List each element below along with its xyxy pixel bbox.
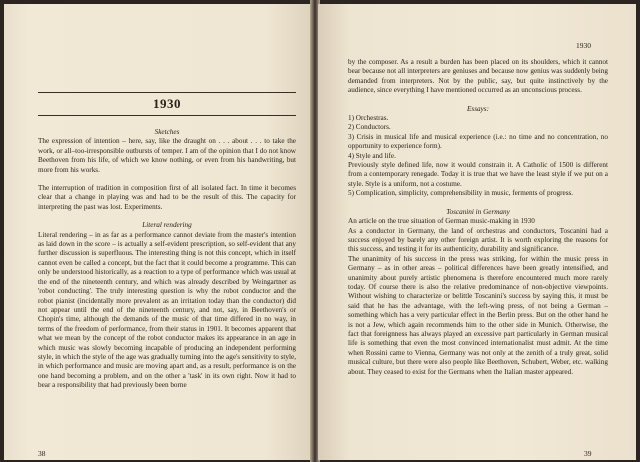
continuation-paragraph: by the composer. As a result a burden has been placed on its shoulders, which it cannot bear because not all interpreters are geniuses and because now genius was suddenly being demanded from interpreters. Not by the public, say, but quite instinctively by the audience, since everything I have mentioned occurred as an unconscious process.	[348, 58, 608, 95]
essay-item: 4) Style and life.	[348, 151, 396, 160]
right-text-column	[348, 58, 608, 377]
essay-item: 1) Orchestras.	[348, 114, 389, 123]
page-number-left: 38	[38, 449, 46, 458]
top-rule	[38, 92, 296, 93]
essay-item: 5) Complication, simplicity, comprehensibility in music, ferments of progress.	[348, 189, 574, 198]
toscanini-paragraph: As a conductor in Germany, the land of orchestras and conductors, Toscanini had a success enjoyed by barely any other foreign artist. It is worth exploring the reasons for this success, and testing it for its authenticity, durability and significance.	[348, 226, 608, 254]
essay-item: 3) Crisis in musical life and musical experience (i.e.: no time and no concentration, no opportunity to experience form).	[348, 132, 608, 151]
right-page	[318, 4, 636, 460]
running-head: 1930	[576, 41, 591, 50]
literal-rendering-heading: Literal rendering	[142, 221, 192, 230]
left-text-column	[38, 128, 296, 391]
literal-rendering-paragraph: Literal rendering – in as far as a performance cannot deviate from the master's intention as laid down in the score – is actually a self-evident prescription, so self-evident that any further discussion is superfluous. The interesting thing is not this concept, which in itself cannot even be called a concept, but the fact that it could become a programme. This can only be understood historically, as a reaction to a type of performance which was usual at the end of the nineteenth century, and which was already described by Weingartner as 'robot conducting'. The truly interesting question is why the robot conductor and the robot pianist (incidentally more prevalent as an irritation today than the conductor) did not appear until the end of the nineteenth century, and not, say, in Beethoven's or Chopin's time, although the demands of the music of that time differed in no way, in terms of the freedom of performance, from their status in 1901. It becomes apparent that what we mean by the concept of the robot conductor makes its appearance in an age in which music was slowly becoming incapable of producing an independent performing style, in which the style of the age was gradually turning into the age's sensitivity to style, in which performance and music are moving apart and, as a result, performance is on the one hand becoming a problem, and on the other a 'task' in its own right. Now it had to bear a responsibility that had previously been borne	[38, 230, 296, 390]
sketches-heading: Sketches	[154, 128, 180, 136]
toscanini-heading: Toscanini in Germany	[446, 207, 510, 216]
chapter-title: 1930	[153, 96, 181, 111]
toscanini-subtitle: An article on the true situation of German music-making in 1930	[348, 217, 535, 226]
essay-item: 2) Conductors.	[348, 123, 391, 132]
page-number-right: 39	[584, 449, 592, 458]
essays-heading: Essays:	[467, 104, 489, 113]
left-page	[4, 4, 312, 460]
bottom-rule	[38, 115, 296, 116]
toscanini-paragraph: The unanimity of his success in the press was striking, for within the music press in Germany – as in other areas – political differences have been greatly intensified, and unanimity about purely artistic phenomena is therefore encountered much more rarely today. Of course there is also the relative predominance of non-objective viewpoints. Without wishing to characterize or belittle Toscanini's success by saying this, it must be said that he has the advantage, with the left-wing press, of not being a German – something which has a very particular effect in the Berlin press. But on the other hand he is not a Jew, which again recommends him to the other side in Munich. Otherwise, the fact that foreignness has always played an excessive part particularly in German musical life is something that even the most convinced internationalist must admit. At the time when Rossini came to Vienna, Germany was not only at the zenith of a truly great, solid musical culture, but there were also people like Beethoven, Schubert, Weber, etc. walking about. They ceased to exist for the Germans when the Italian master appeared.	[348, 254, 608, 376]
style-paragraph: Previously style defined life, now it would constrain it. A Catholic of 1500 is different from a contemporary renegade. Today it is true that we have the least style if we put on a style. Style is a uniform, not a costume.	[348, 161, 608, 188]
sketches-paragraph: The expression of intention – here, say, like the draught on . . . about . . . to take the work, or all–too-irresponsible outbursts of temper. I am of the opinion that I do not know Beethoven from his life, of which we know nothing, or even from his handwriting, but more from his works.	[38, 137, 296, 174]
interruption-paragraph: The interruption of tradition in composition first of all isolated fact. In time it becomes clear that a change in playing was and had to be the result of this. The capacity for interpreting the past was lost. Experiments.	[38, 184, 296, 211]
